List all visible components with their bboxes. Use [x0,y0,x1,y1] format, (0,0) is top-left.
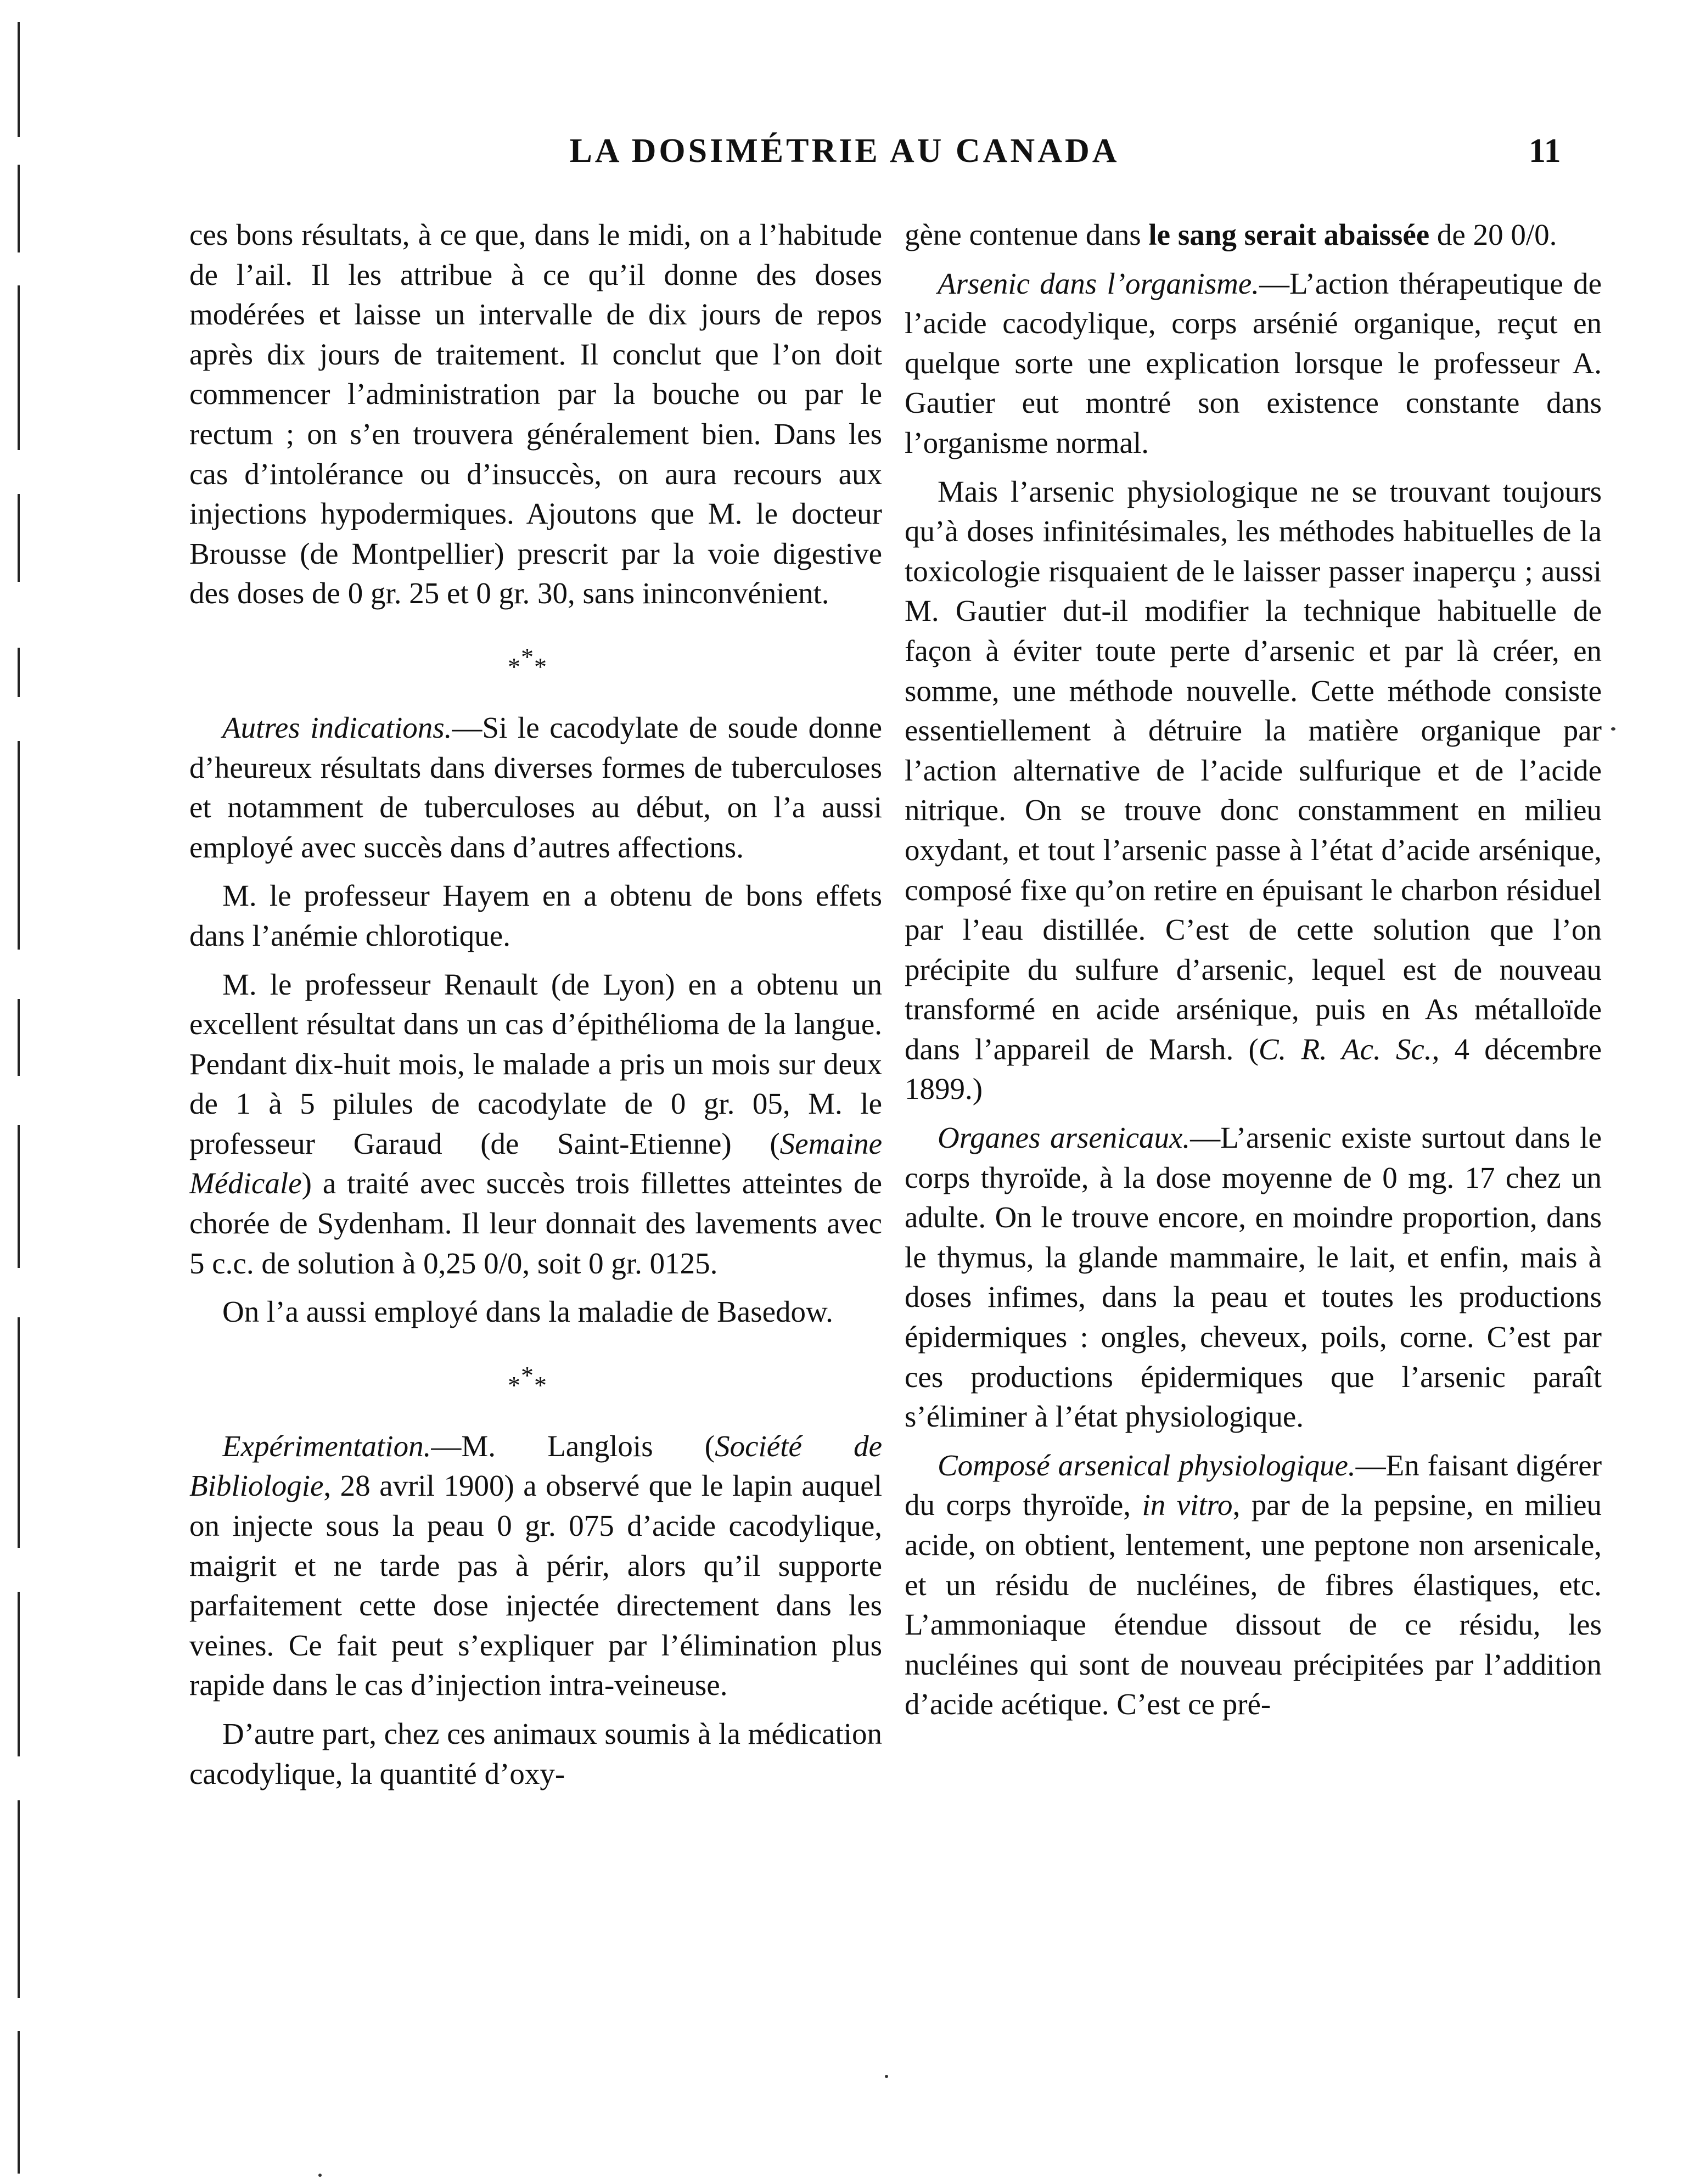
paragraph: M. le professeur Hayem en a obtenu de bons effets dans l’anémie chlorotique. [189,879,882,952]
section-heading: Expérimentation. [222,1429,431,1463]
paragraph-arsenic-organisme: Arsenic dans l’organisme.—L’action thérapeutique de l’acide cacodylique, corps arsénié organique, reçut en quelque sorte une explication lorsque le professeur A. Gautier eut montré son existence constante dans l’organisme normal. [905,266,1602,459]
section-heading: Composé arsenical physiologique. [938,1448,1356,1482]
left-column [189,215,882,1794]
paragraph: M. le professeur Renault (de Lyon) en a obtenu un excellent résultat dans un cas d’épithélioma de la langue. Pendant dix-huit mois, le malade a pris un mois sur deux de 1 à 5 pilules de cacodylate de 0 gr. 05, M. le professeur Garaud (de Saint-Etienne) (Semaine Médicale) a traité avec succès trois fillettes atteintes de chorée de Sydenham. Il leur donnait des lavements avec 5 c.c. de solution à 0,25 0/0, soit 0 gr. 0125. [189,967,882,1280]
section-heading: Arsenic dans l’organisme. [938,266,1259,300]
paragraph: gène contenue dans le sang serait abaissée de 20 0/0. [905,218,1557,251]
running-title: LA DOSIMÉTRIE AU CANADA [569,132,1120,170]
scan-edge-shadow [15,0,23,2184]
paragraph: D’autre part, chez ces animaux soumis à la médication cacodylique, la quantité d’oxy- [189,1717,882,1790]
page-number: 11 [1529,132,1561,170]
section-heading: Organes arsenicaux. [938,1121,1191,1155]
paragraph: On l’a aussi employé dans la maladie de Basedow. [222,1295,833,1329]
section-heading: Autres indications. [222,710,452,744]
section-divider-asterism: * * * [508,1361,547,1399]
paragraph-organes-arsenicaux: Organes arsenicaux.—L’arsenic existe surtout dans le corps thyroïde, à la dose moyenne de 0 mg. 17 chez un adulte. On le trouve encore, en moindre proportion, dans le thymus, la glande mammaire, le lait, et enfin, mais à doses infimes, dans la peau et toutes les productions épidermiques : ongles, cheveux, poils, corne. C’est par ces productions épidermiques que l’arsenic paraît s’éliminer à l’état physiologique. [905,1121,1602,1434]
paragraph: Mais l’arsenic physiologique ne se trouvant toujours qu’à doses infinitésimales, les méthodes habituelles de la toxicologie risquaient de le laisser passer inaperçu ; aussi M. Gautier dut-il modifier la technique habituelle de façon à éviter toute perte d’arsenic et par là créer, en somme, une méthode nouvelle. Cette méthode consiste essentiellement à détruire la matière organique par l’action alternative de l’acide sulfurique et de l’acide nitrique. On se trouve donc constamment en milieu oxydant, et tout l’arsenic passe à l’état d’acide arsénique, composé fixe qu’on retire en épuisant le charbon résiduel par l’eau distillée. C’est de cette solution que l’on précipite du sulfure d’arsenic, lequel est de nouveau transformé en acide arsénique, puis en As métalloïde dans l’appareil de Marsh. (C. R. Ac. Sc., 4 décembre 1899.) [905,474,1602,1106]
paragraph-compose-arsenical: Composé arsenical physiologique.—En faisant digérer du corps thyroïde, in vitro, par de la pepsine, en milieu acide, on obtient, lentement, une peptone non arsenicale, et un résidu de nucléines, de fibres élastiques, etc. L’ammoniaque étendue dissout de ce résidu, les nucléines qui sont de nouveau précipitées par l’addition d’acide acétique. C’est ce pré- [905,1448,1602,1721]
ink-speck [1611,727,1615,731]
section-divider-asterism: * * * [508,642,547,681]
ink-speck [885,2075,888,2078]
right-column [905,215,1602,1725]
paragraph-experimentation: Expérimentation.—M. Langlois (Société de Bibliologie, 28 avril 1900) a observé que le lapin auquel on injecte sous la peau 0 gr. 075 d’acide cacodylique, maigrit et ne tarde pas à périr, alors qu’il supporte parfaitement cette dose injectée directement dans les veines. Ce fait peut s’expliquer par l’élimination plus rapide dans le cas d’injection intra-veineuse. [189,1429,882,1702]
ink-speck [318,2174,322,2177]
paragraph-autres-indications: Autres indications.—Si le cacodylate de soude donne d’heureux résultats dans diverses formes de tuberculoses et notamment de tuberculoses au début, on l’a aussi employé avec succès dans d’autres affections. [189,710,882,864]
paragraph: ces bons résultats, à ce que, dans le midi, on a l’habitude de l’ail. Il les attribue à ce qu’il donne des doses modérées et laisse un intervalle de dix jours de repos après dix jours de traitement. Il conclut que l’on doit commencer l’administration par la bouche ou par le rectum ; on s’en trouvera généralement bien. Dans les cas d’intolérance ou d’insuccès, on aura recours aux injections hypodermiques. Ajoutons que M. le docteur Brousse (de Montpellier) prescrit par la voie digestive des doses de 0 gr. 25 et 0 gr. 30, sans ininconvénient. [189,218,882,610]
